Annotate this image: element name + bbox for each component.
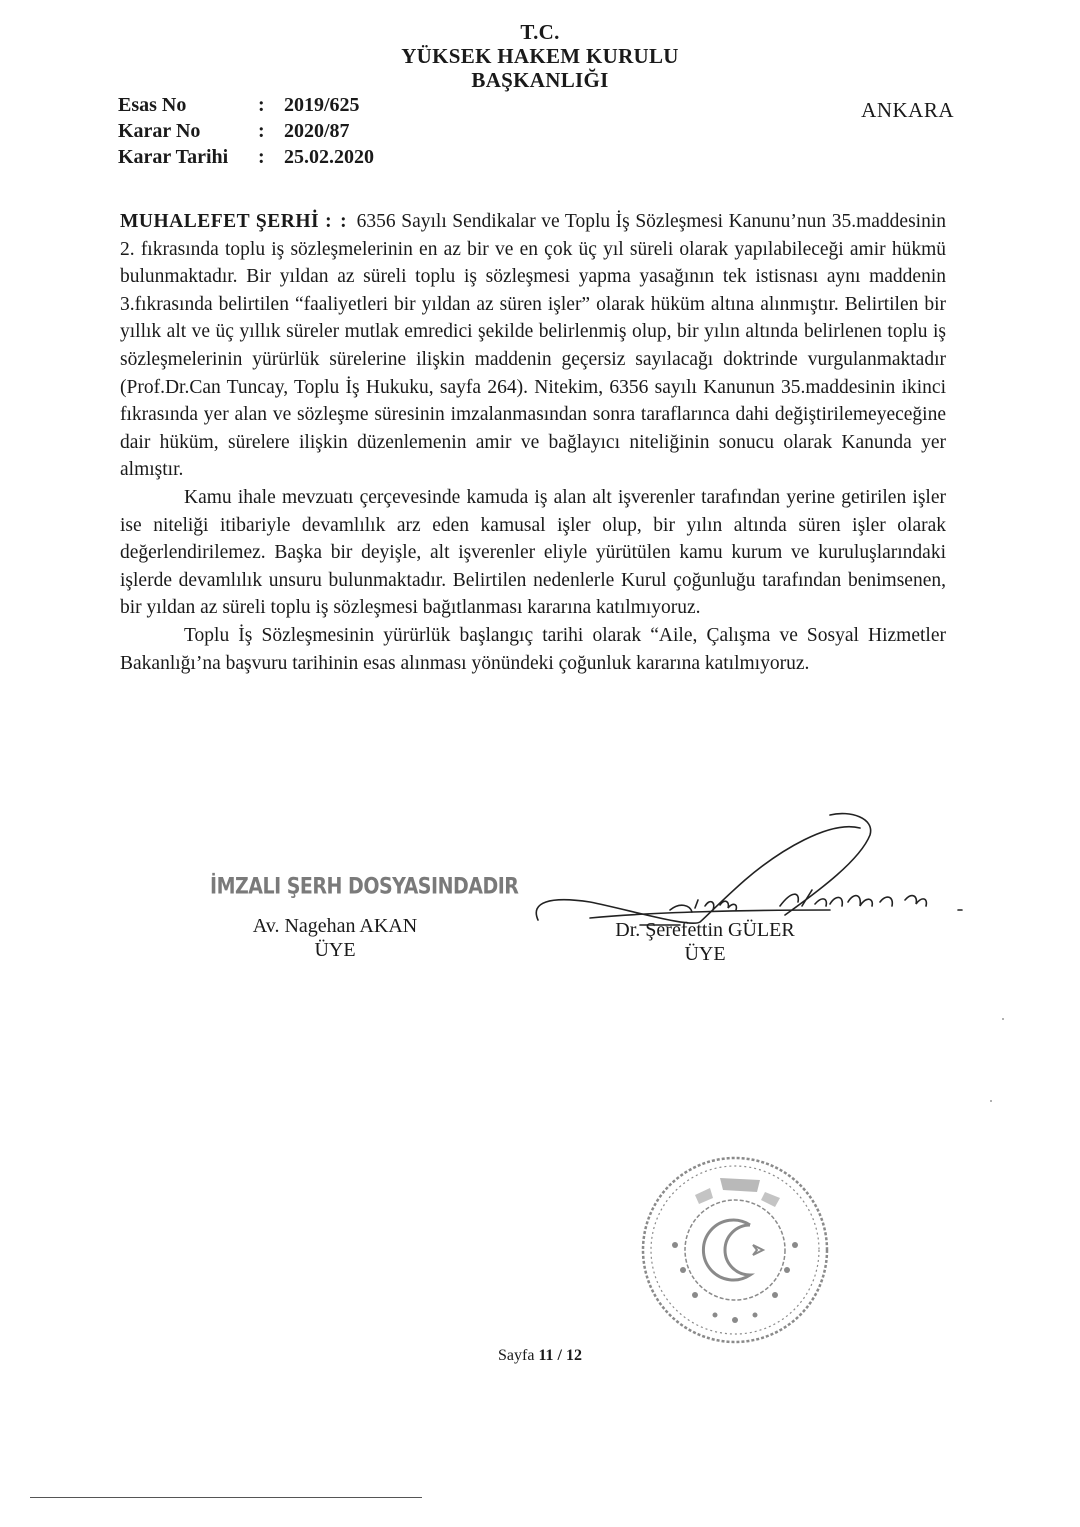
page-footer <box>0 1347 1080 1365</box>
page-number: 11 / 12 <box>538 1347 582 1364</box>
meta-separator: : <box>258 146 265 168</box>
meta-row-date <box>118 144 404 170</box>
meta-value: 2019/625 <box>284 94 360 116</box>
signed-opinion-stamp: İMZALI ŞERH DOSYASINDADIR <box>210 874 519 900</box>
meta-label: Karar Tarihi <box>118 146 229 168</box>
header-line-tc: T.C. <box>520 20 560 44</box>
scan-artifact <box>1002 1018 1004 1020</box>
paragraph-2: Kamu ihale mevzuatı çerçevesinde kamuda iş alan alt işverenler tarafından yerine getirilen işler ise niteliği itibariyle devamlılık arz eden kamusal işler olup, bir yılın altında süren işler olarak değerlendirilemez. Başka bir deyişle, alt işverenler eliyle yürütülen kamu kurum ve kuruluşlarındaki işlerde devamlılık unsuru bulunmaktadır. Belirtilen nedenlerle Kurul çoğunluğu tarafından benimsenen, bir yıldan az süreli toplu iş sözleşmesi bağıtlanması kararına katılmıyoruz. <box>120 486 946 619</box>
signer-name: Av. Nagehan AKAN <box>252 915 418 937</box>
header-line-presidency: BAŞKANLIĞI <box>471 68 609 92</box>
meta-value: 2020/87 <box>284 120 350 142</box>
bottom-rule <box>30 1497 422 1498</box>
case-metadata <box>118 92 404 170</box>
paragraph-1-text: 6356 Sayılı Sendikalar ve Toplu İş Sözleşmesi Kanunu’nun 35.maddesinin 2. fıkrasında toplu iş sözleşmelerinin en az bir ve en çok üç yıl süreli olarak yapılabileceği amir hükmü bulunmaktadır. Bir yıldan az süreli toplu iş sözleşmesi yapma yasağının tek istisnası aynı maddenin 3.fıkrasında belirtilen “faaliyetleri bir yıldan az süren işler” olarak hüküm altına alınmıştır. Belirtilen bir yıllık alt ve üç yıllık süreler mutlak emredici şekilde belirlenmiş olup, bir yılın altında belirlenen toplu iş sözleşmelerinin yürürlük sürelerine ilişkin maddenin geçersiz sayılacağı doktrinde vurgulanmaktadır (Prof.Dr.Can Tuncay, Toplu İş Hukuku, sayfa 264). Nitekim, 6356 sayılı Kanunun 35.maddesinin ikinci fıkrasında yer alan ve sözleşme süresinin imzalanmasından sonra taraflarınca dahi değiştirilemeyeceğine dair hüküm, sürelere ilişkin düzenlemenin amir ve bağlayıcı niteliğinin sonucu olarak Kanunda yer almıştır. <box>120 211 946 481</box>
dissent-heading: MUHALEFET ŞERHİ : <box>120 211 333 232</box>
dissent-heading-separator: : <box>340 211 347 232</box>
meta-label: Esas No <box>118 94 187 116</box>
official-seal <box>635 1150 835 1350</box>
page-prefix: Sayfa <box>498 1347 535 1364</box>
signer-block-2 <box>600 918 810 966</box>
city-label: ANKARA <box>861 98 954 122</box>
meta-label: Karar No <box>118 120 201 142</box>
scan-artifact <box>990 1100 992 1102</box>
meta-row-karar <box>118 118 404 144</box>
meta-value: 25.02.2020 <box>284 146 374 168</box>
meta-separator: : <box>258 94 265 116</box>
signer-block-1 <box>230 914 440 962</box>
signer-name: Dr. Şerefettin GÜLER <box>615 919 795 941</box>
institution-header <box>0 20 1080 92</box>
meta-row-esas <box>118 92 404 118</box>
signer-title: ÜYE <box>314 939 356 961</box>
header-line-institution: YÜKSEK HAKEM KURULU <box>401 44 679 68</box>
paragraph-1 <box>120 208 946 484</box>
signer-title: ÜYE <box>684 943 726 965</box>
paragraph-3: Toplu İş Sözleşmesinin yürürlük başlangıç tarihi olarak “Aile, Çalışma ve Sosyal Hizmetler Bakanlığı’na başvuru tarihinin esas alınması yönündeki çoğunluk kararına katılmıyoruz. <box>120 624 946 674</box>
meta-separator: : <box>258 120 265 142</box>
dissent-body <box>120 208 946 677</box>
